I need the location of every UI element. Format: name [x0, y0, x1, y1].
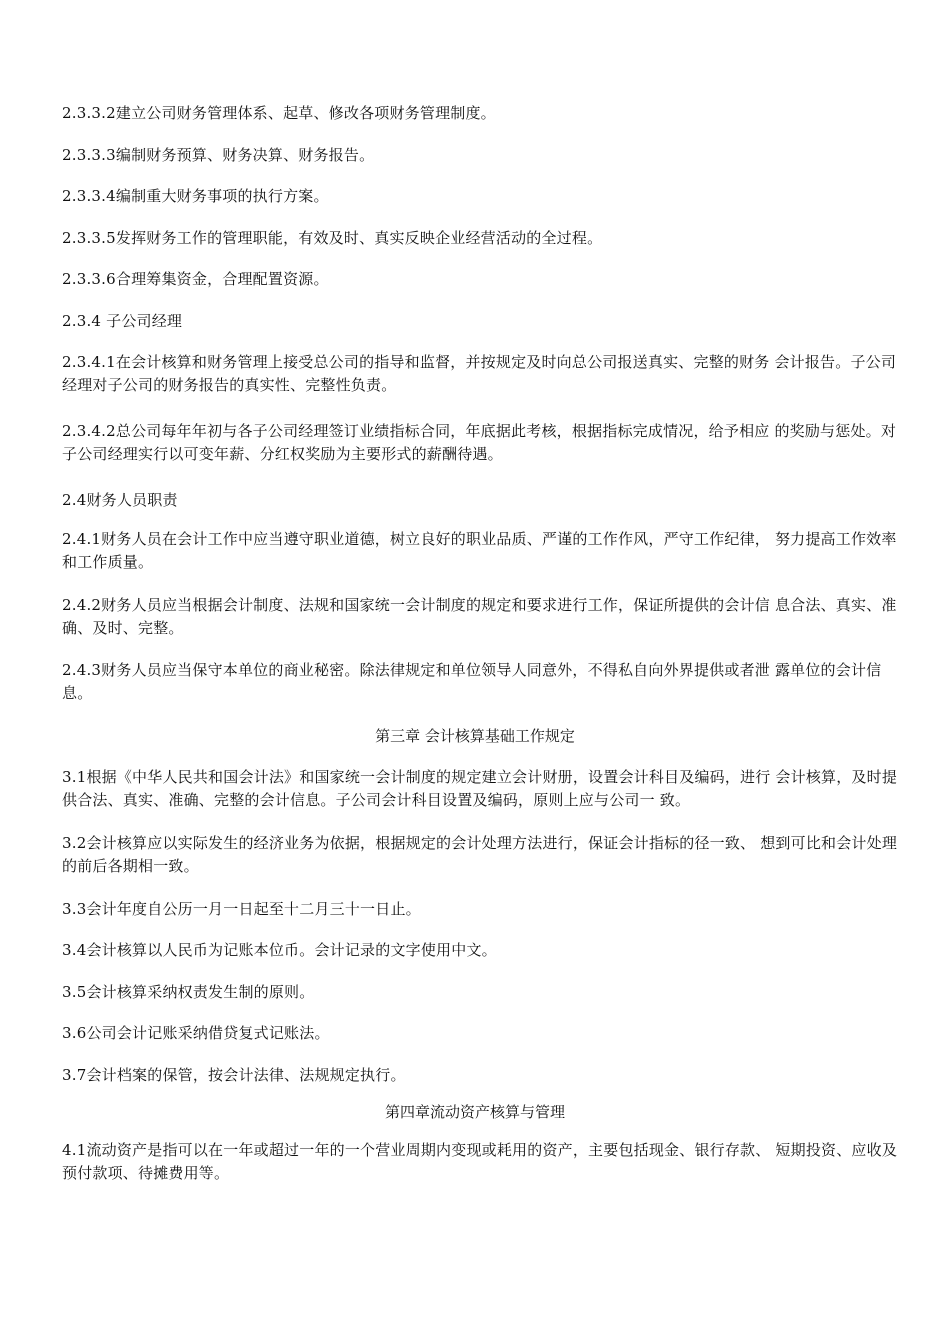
clause-2-3-3-4: 2.3.3.4编制重大财务事项的执行方案。 — [62, 187, 329, 205]
clause-2-3-4-1: 2.3.4.1在会计核算和财务管理上接受总公司的指导和监督，并按规定及时向总公司报送真实、完整的财务 会计报告。子公司经理对子公司的财务报告的真实性、完整性负责。 — [62, 353, 897, 394]
clause-3-5: 3.5会计核算采纳权责发生制的原则。 — [62, 983, 315, 1001]
clause-2-4-2: 2.4.2财务人员应当根据会计制度、法规和国家统一会计制度的规定和要求进行工作，保证所提供的会计信 息合法、真实、准确、及时、完整。 — [62, 596, 897, 637]
clause-4-1: 4.1流动资产是指可以在一年或超过一年的一个营业周期内变现或耗用的资产，主要包括现金、银行存款、 短期投资、应收及预付款项、待摊费用等。 — [62, 1141, 898, 1182]
clause-3-2: 3.2会计核算应以实际发生的经济业务为依据，根据规定的会计处理方法进行，保证会计指标的径一致、 想到可比和会计处理的前后各期相一致。 — [62, 834, 898, 875]
clause-3-6: 3.6公司会计记账采纳借贷复式记账法。 — [62, 1024, 330, 1042]
clause-3-7: 3.7会计档案的保管，按会计法律、法规规定执行。 — [62, 1066, 406, 1084]
clause-2-4-3: 2.4.3财务人员应当保守本单位的商业秘密。除法律规定和单位领导人同意外，不得私自向外界提供或者泄 露单位的会计信息。 — [62, 661, 882, 702]
clause-3-3: 3.3会计年度自公历一月一日起至十二月三十一日止。 — [62, 900, 421, 918]
section-2-3-4-heading: 2.3.4 子公司经理 — [62, 312, 183, 330]
chapter-3-title: 第三章 会计核算基础工作规定 — [375, 727, 575, 745]
clause-3-4: 3.4会计核算以人民币为记账本位币。会计记录的文字使用中文。 — [62, 941, 497, 959]
clause-2-3-4-2: 2.3.4.2总公司每年年初与各子公司经理签订业绩指标合同，年底据此考核，根据指标完成情况，给予相应 的奖励与惩处。对子公司经理实行以可变年薪、分红权奖励为主要形式的薪酬待遇。 — [62, 422, 897, 463]
chapter-4-title: 第四章流动资产核算与管理 — [384, 1103, 565, 1121]
clause-2-3-3-2: 2.3.3.2建立公司财务管理体系、起草、修改各项财务管理制度。 — [62, 104, 496, 122]
clause-2-3-3-3: 2.3.3.3编制财务预算、财务决算、财务报告。 — [62, 146, 375, 164]
clause-3-1: 3.1根据《中华人民共和国会计法》和国家统一会计制度的规定建立会计财册，设置会计科目及编码，进行 会计核算，及时提供合法、真实、准确、完整的会计信息。子公司会计科目设置及编码，原则上应与公司一 致。 — [62, 768, 898, 809]
clause-2-4-1: 2.4.1财务人员在会计工作中应当遵守职业道德，树立良好的职业品质、严谨的工作作风，严守工作纪律， 努力提高工作效率和工作质量。 — [62, 530, 897, 571]
clause-2-3-3-6: 2.3.3.6合理筹集资金，合理配置资源。 — [62, 270, 329, 288]
clause-2-3-3-5: 2.3.3.5发挥财务工作的管理职能，有效及时、真实反映企业经营活动的全过程。 — [62, 229, 603, 247]
section-2-4-heading: 2.4财务人员职责 — [62, 491, 178, 509]
